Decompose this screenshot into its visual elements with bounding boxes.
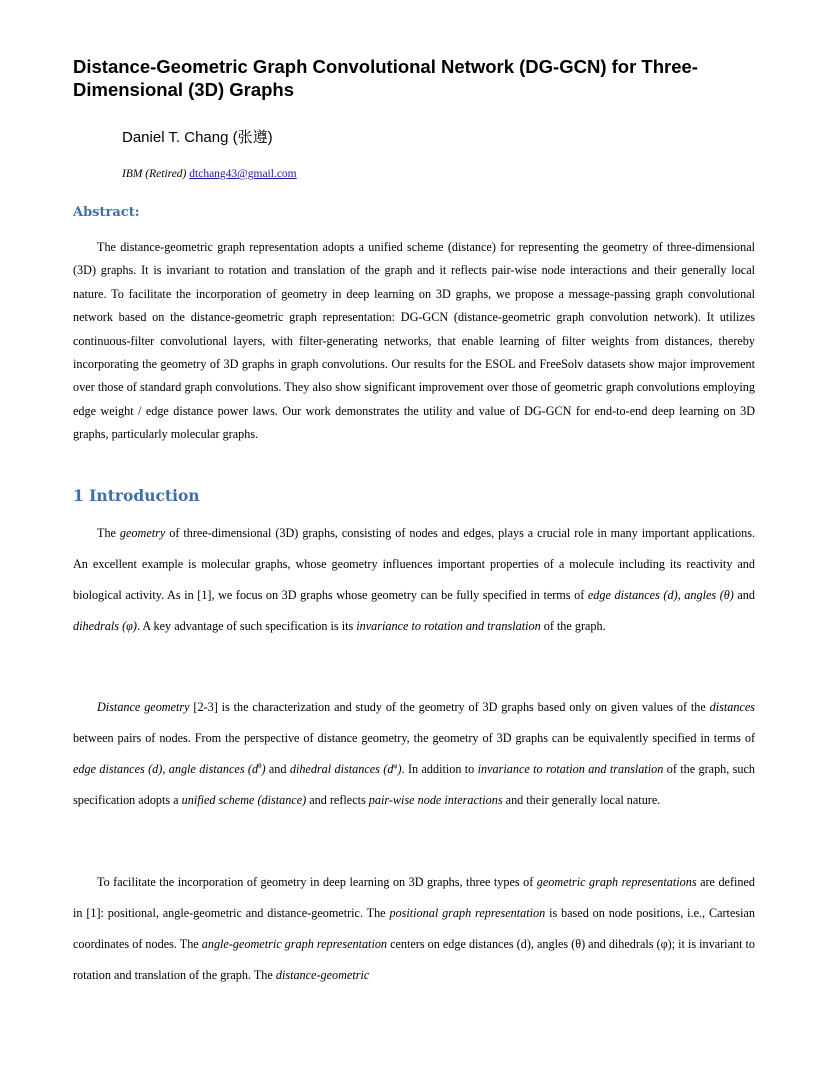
intro-paragraph-3: To facilitate the incorporation of geometry in deep learning on 3D graphs, three types of geometric graph representations are defined in [1]: positional, angle-geometric and distance-geometric. The positional graph representation is based on node positions, i.e., Cartesian coordinates of nodes. The angle-geometric graph representation centers on edge distances (d), angles (θ) and dihedrals (φ); it is invariant to rotation and translation of the graph. The distance-geometric: [73, 875, 755, 982]
introduction-heading: 1 Introduction: [73, 486, 200, 505]
author-name: Daniel T. Chang (张遵): [122, 129, 273, 146]
intro-paragraph-1: The geometry of three-dimensional (3D) graphs, consisting of nodes and edges, plays a crucial role in many important applications. An excellent example is molecular graphs, whose geometry influences important properties of a molecule including its reactivity and biological activity. As in [1], we focus on 3D graphs whose geometry can be fully specified in terms of edge distances (d), angles (θ) and dihedrals (φ). A key advantage of such specification is its invariance to rotation and translation of the graph.: [73, 526, 755, 633]
author-affiliation: [122, 168, 297, 180]
abstract-text: The distance-geometric graph representation adopts a unified scheme (distance) for representing the geometry of three-dimensional (3D) graphs. It is invariant to rotation and translation of the graph and it reflects pair-wise node interactions and their generally local nature. To facilitate the incorporation of geometry in deep learning on 3D graphs, we propose a message-passing graph convolutional network based on the distance-geometric graph representation: DG-GCN (distance-geometric graph convolution network). It utilizes continuous-filter convolutional layers, with filter-generating networks, that enable learning of filter weights from distances, thereby incorporating the geometry of 3D graphs in graph convolutions. Our results for the ESOL and FreeSolv datasets show major improvement over those of standard graph convolutions. They also show significant improvement over those of geometric graph convolutions employing edge weight / edge distance power laws. Our work demonstrates the utility and value of DG-GCN for end-to-end deep learning on 3D graphs, particularly molecular graphs.: [73, 240, 755, 442]
abstract-heading: Abstract:: [73, 205, 140, 220]
affiliation-org: IBM (Retired): [122, 168, 187, 180]
intro-paragraph-2: Distance geometry [2-3] is the characterization and study of the geometry of 3D graphs based only on given values of the distances between pairs of nodes. From the perspective of distance geometry, the geometry of 3D graphs can be equivalently specified in terms of edge distances (d), angle distances $(d^\theta)$ and dihedral distances $(d^\varphi)$. In addition to invariance to rotation and translation of the graph, such specification adopts a unified scheme (distance) and reflects pair-wise node interactions and their generally local nature.: [73, 700, 756, 807]
paper-title: Distance-Geometric Graph Convolutional Network (DG-GCN) for Three-Dimensional (3D) Graphs: [73, 56, 698, 100]
author-email-link[interactable]: dtchang43@gmail.com: [189, 168, 297, 180]
